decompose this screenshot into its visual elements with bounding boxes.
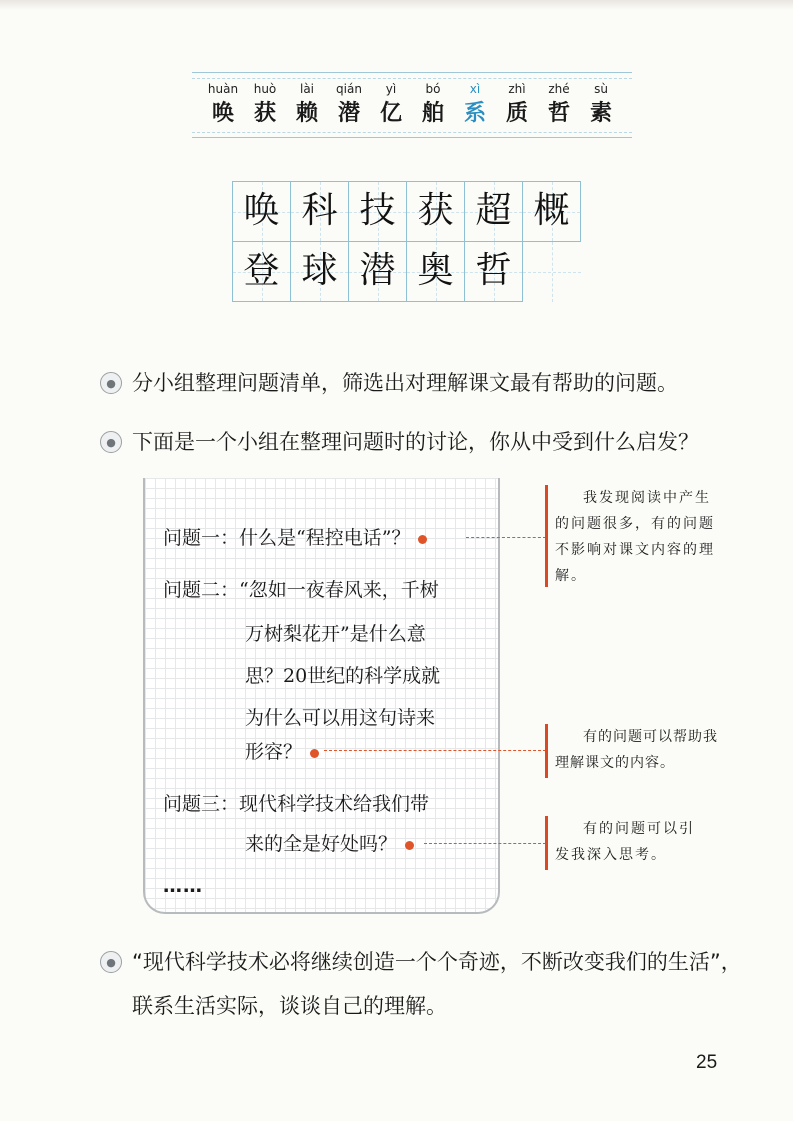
note-bar	[545, 485, 548, 587]
writing-cell	[233, 242, 291, 302]
vocab-cell	[370, 80, 412, 128]
vocab-character: 赖	[295, 100, 318, 126]
writing-character: 唤	[243, 190, 280, 231]
task-3	[100, 940, 752, 1028]
leader-line-3	[424, 843, 546, 844]
writing-character: 奥	[417, 250, 454, 291]
task-1	[100, 368, 678, 398]
note-2-text: 有的问题可以帮助我理解课文的内容。	[555, 729, 718, 771]
leader-line-1	[466, 537, 546, 538]
writing-character: 获	[417, 190, 454, 231]
question-2-line-5-text: 形容？	[245, 741, 303, 763]
leader-line-2	[324, 750, 546, 751]
writing-cell	[349, 242, 407, 302]
question-2-line-4: 为什么可以用这句诗来	[245, 707, 436, 729]
writing-character: 科	[301, 190, 338, 231]
vocab-pinyin: qián	[336, 82, 362, 96]
vocab-pinyin: huàn	[207, 82, 239, 96]
note-bar	[545, 724, 548, 778]
vocab-pinyin: zhé	[548, 82, 570, 96]
vocab-character: 舶	[421, 100, 444, 126]
task-bullet-icon: ●	[100, 372, 122, 394]
vocab-pinyin: sù	[594, 82, 608, 96]
question-2-line-1: 问题二：“忽如一夜春风来，千树	[163, 579, 439, 601]
writing-character: 技	[359, 190, 396, 231]
question-2-line-5	[245, 740, 319, 764]
vocab-pinyin: bó	[425, 82, 441, 96]
vocab-character: 系	[463, 100, 486, 126]
marker-dot	[405, 841, 414, 850]
vocab-cell	[244, 80, 286, 128]
note-3	[545, 816, 725, 876]
writing-character: 哲	[475, 250, 512, 291]
writing-cell	[523, 182, 581, 242]
vocab-character: 哲	[547, 100, 570, 126]
vocab-cell	[454, 80, 496, 128]
vocab-cell	[538, 80, 580, 128]
vocabulary-cells	[202, 80, 622, 128]
writing-cell	[407, 242, 465, 302]
task-bullet-icon: ●	[100, 951, 122, 973]
vocabulary-pinyin-row	[192, 72, 632, 138]
vocab-character: 亿	[379, 100, 402, 126]
writing-cell	[291, 242, 349, 302]
vocab-pinyin: huò	[253, 82, 277, 96]
writing-cell	[291, 182, 349, 242]
guide-line	[192, 137, 632, 138]
vocab-cell	[496, 80, 538, 128]
writing-character: 球	[301, 250, 338, 291]
writing-character: 登	[243, 250, 280, 291]
task-3-text: “现代科学技术必将继续创造一个个奇迹，不断改变我们的生活”，联系生活实际，谈谈自己的理解。	[132, 950, 742, 1018]
question-3-line-2	[245, 832, 414, 856]
task-1-text: 分小组整理问题清单，筛选出对理解课文最有帮助的问题。	[132, 371, 678, 395]
question-1-text: 问题一：什么是“程控电话”？	[163, 527, 411, 549]
vocab-cell	[202, 80, 244, 128]
vocab-pinyin: xì	[469, 82, 481, 96]
writing-cell	[233, 182, 291, 242]
writing-character: 潜	[359, 250, 396, 291]
question-2-line-3: 思？20世纪的科学成就	[245, 665, 441, 687]
vocab-pinyin: yì	[385, 82, 397, 96]
task-bullet-icon: ●	[100, 431, 122, 453]
note-3-text: 有的问题可以引发我深入思考。	[555, 821, 695, 863]
marker-dot	[418, 535, 427, 544]
vocab-character: 素	[589, 100, 612, 126]
vocab-pinyin: zhì	[508, 82, 526, 96]
note-bar	[545, 816, 548, 870]
writing-character: 概	[533, 190, 570, 231]
vocab-pinyin: lài	[299, 82, 315, 96]
note-1-text: 我发现阅读中产生的问题很多，有的问题不影响对课文内容的理解。	[555, 490, 715, 584]
vocab-character: 潜	[337, 100, 360, 126]
marker-dot	[310, 749, 319, 758]
writing-cell	[407, 182, 465, 242]
question-3-line-1: 问题三：现代科学技术给我们带	[163, 793, 430, 815]
vocab-cell	[412, 80, 454, 128]
ellipsis: ……	[163, 875, 203, 897]
vocab-character: 质	[505, 100, 528, 126]
vocab-cell	[286, 80, 328, 128]
writing-practice-grid	[232, 181, 581, 302]
task-2-text: 下面是一个小组在整理问题时的讨论，你从中受到什么启发？	[132, 430, 699, 454]
writing-cell	[465, 182, 523, 242]
guide-line	[192, 78, 632, 79]
guide-line	[192, 132, 632, 133]
vocab-cell	[328, 80, 370, 128]
writing-cell	[465, 242, 523, 302]
question-notebook	[143, 478, 500, 914]
writing-cell-empty	[523, 242, 581, 302]
vocab-cell	[580, 80, 622, 128]
guide-line	[192, 72, 632, 73]
page-top-shadow	[0, 0, 793, 10]
vocab-character: 唤	[211, 100, 234, 126]
writing-character: 超	[475, 190, 512, 231]
task-2	[100, 427, 699, 457]
question-1	[163, 526, 427, 550]
note-1	[545, 485, 725, 595]
note-2	[545, 724, 725, 784]
question-2-line-2: 万树梨花开”是什么意	[245, 623, 426, 645]
page-number: 25	[696, 1052, 718, 1073]
vocab-character: 获	[253, 100, 276, 126]
question-3-line-2-text: 来的全是好处吗？	[245, 833, 398, 855]
writing-cell	[349, 182, 407, 242]
